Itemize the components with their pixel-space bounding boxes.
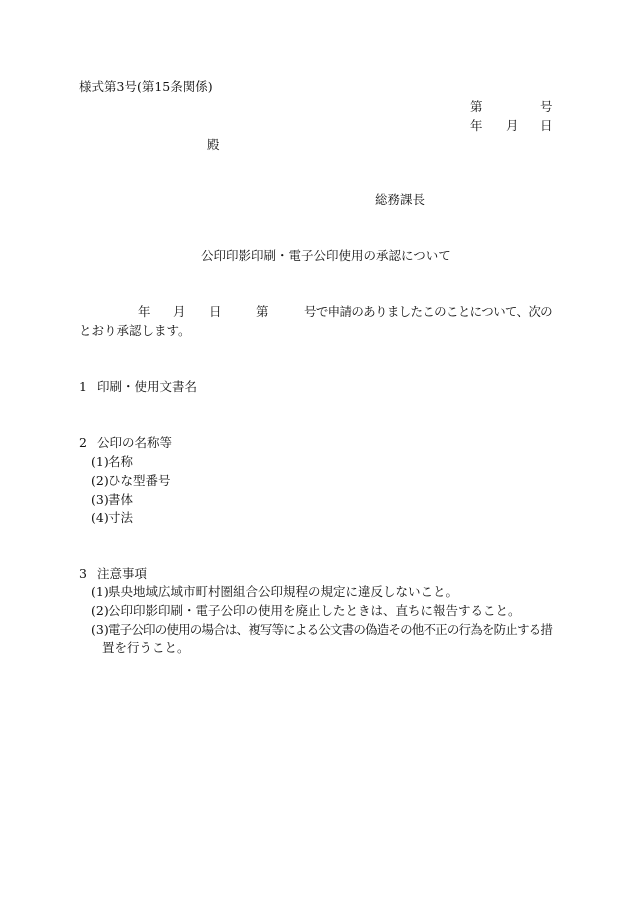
body-year: 年 — [138, 304, 151, 319]
document-title: 公印印影印刷・電子公印使用の承認について — [201, 248, 451, 263]
section-2-item-3-text: 書体 — [108, 492, 134, 507]
doc-number-prefix: 第 — [470, 99, 483, 114]
section-2-number: 2 — [79, 435, 87, 450]
section-3-item-3-mark: (3) — [91, 622, 109, 637]
body-day: 日 — [209, 304, 222, 319]
section-3-item-2-mark: (2) — [91, 603, 109, 618]
body-month: 月 — [173, 304, 186, 319]
doc-number-suffix: 号 — [540, 99, 552, 114]
section-2-item-3-mark: (3) — [91, 492, 109, 507]
section-2-item-4-text: 寸法 — [108, 510, 134, 525]
section-1-number: 1 — [79, 379, 87, 394]
sender: 総務課長 — [375, 192, 426, 207]
section-3-heading: 注意事項 — [97, 566, 148, 581]
section-2-heading: 公印の名称等 — [97, 435, 173, 450]
body-line1-rest: 号で申請のありましたこのことについて、次の — [304, 304, 553, 319]
body-number-prefix: 第 — [256, 304, 269, 319]
section-1-heading: 印刷・使用文書名 — [97, 379, 198, 394]
section-3-item-3-continuation: 置を行うこと。 — [102, 640, 190, 655]
section-2-item-2-mark: (2) — [91, 473, 109, 488]
body-line2: とおり承認します。 — [79, 323, 191, 338]
section-3-item-1-text: 県央地域広域市町村圏組合公印規程の規定に違反しないこと。 — [108, 584, 459, 599]
section-2-item-4-mark: (4) — [91, 510, 109, 525]
section-3-item-1-mark: (1) — [91, 584, 109, 599]
section-2-item-2-text: ひな型番号 — [108, 473, 171, 488]
section-2-item-1-mark: (1) — [91, 454, 109, 469]
date-day: 日 — [540, 118, 552, 133]
section-3-item-2-text: 公印印影印刷・電子公印の使用を廃止したときは、直ちに報告すること。 — [108, 603, 521, 618]
section-3-item-3-text: 電子公印の使用の場合は、複写等による公文書の偽造その他不正の行為を防止する措 — [108, 622, 553, 637]
section-3-number: 3 — [79, 566, 87, 581]
section-2-item-1-text: 名称 — [108, 454, 134, 469]
date-year: 年 — [470, 118, 483, 133]
date-month: 月 — [506, 118, 519, 133]
form-id: 様式第3号(第15条関係) — [79, 79, 213, 94]
recipient-suffix: 殿 — [207, 137, 220, 152]
